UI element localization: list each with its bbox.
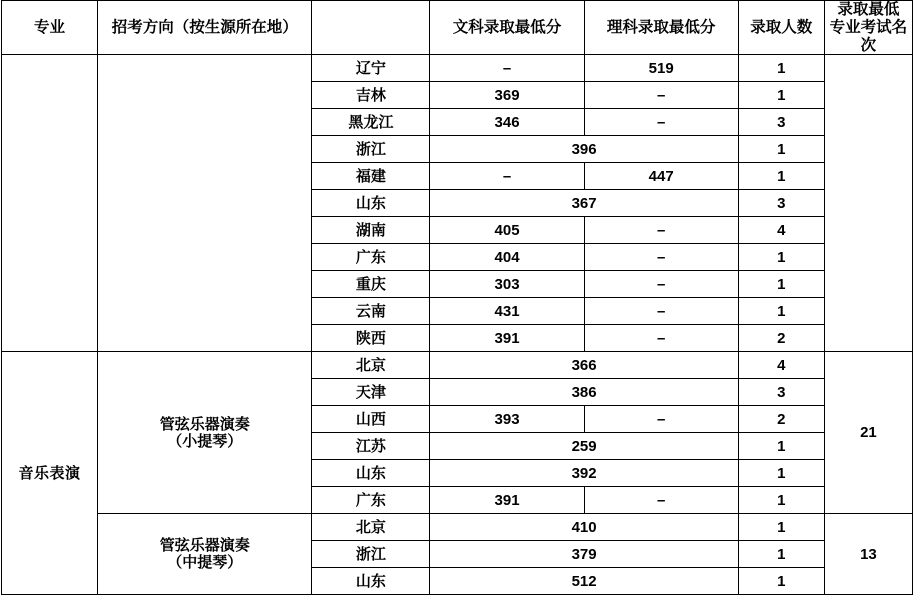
header-like-min-score: 理科录取最低分: [584, 1, 738, 55]
admitted-count-cell: 1: [738, 433, 824, 460]
admitted-count-cell: 1: [738, 298, 824, 325]
province-cell: 云南: [312, 298, 430, 325]
header-row: [2, 1, 913, 55]
province-cell: 北京: [312, 352, 430, 379]
direction-cell: [98, 352, 312, 514]
province-cell: 浙江: [312, 136, 430, 163]
admitted-count-cell: 2: [738, 325, 824, 352]
wenke-min-score-cell: 391: [430, 325, 584, 352]
min-score-merged-cell: 392: [430, 460, 738, 487]
admitted-count-cell: 1: [738, 568, 824, 595]
like-min-score-cell: –: [584, 325, 738, 352]
direction-cell: [98, 55, 312, 352]
header-min-exam-rank: [824, 1, 912, 55]
min-score-merged-cell: 259: [430, 433, 738, 460]
major-cell: [2, 55, 98, 352]
wenke-min-score-cell: 404: [430, 244, 584, 271]
header-admitted-count: 录取人数: [738, 1, 824, 55]
admission-table: [1, 0, 913, 595]
like-min-score-cell: –: [584, 244, 738, 271]
wenke-min-score-cell: 393: [430, 406, 584, 433]
wenke-min-score-cell: –: [430, 163, 584, 190]
admitted-count-cell: 1: [738, 55, 824, 82]
province-cell: 福建: [312, 163, 430, 190]
min-score-merged-cell: 379: [430, 541, 738, 568]
direction-line1: 管弦乐器演奏: [159, 537, 250, 555]
admitted-count-cell: 3: [738, 190, 824, 217]
wenke-min-score-cell: 431: [430, 298, 584, 325]
province-cell: 陕西: [312, 325, 430, 352]
min-score-merged-cell: 386: [430, 379, 738, 406]
province-cell: 浙江: [312, 541, 430, 568]
province-cell: 北京: [312, 514, 430, 541]
like-min-score-cell: –: [584, 271, 738, 298]
province-cell: 山东: [312, 568, 430, 595]
min-score-merged-cell: 512: [430, 568, 738, 595]
admitted-count-cell: 1: [738, 163, 824, 190]
like-min-score-cell: –: [584, 109, 738, 136]
min-exam-rank-cell: [824, 55, 912, 352]
admitted-count-cell: 3: [738, 379, 824, 406]
admitted-count-cell: 4: [738, 217, 824, 244]
table-row: [2, 55, 913, 82]
header-wenke-min-score: 文科录取最低分: [430, 1, 584, 55]
province-cell: 山东: [312, 190, 430, 217]
header-province: [312, 1, 430, 55]
province-cell: 山西: [312, 406, 430, 433]
direction-cell: [98, 514, 312, 595]
direction-line2: （小提琴）: [167, 432, 243, 450]
admitted-count-cell: 2: [738, 406, 824, 433]
province-cell: 湖南: [312, 217, 430, 244]
province-cell: 黑龙江: [312, 109, 430, 136]
admitted-count-cell: 3: [738, 109, 824, 136]
admitted-count-cell: 4: [738, 352, 824, 379]
admitted-count-cell: 1: [738, 244, 824, 271]
wenke-min-score-cell: 405: [430, 217, 584, 244]
direction-line1: 管弦乐器演奏: [159, 415, 250, 433]
province-cell: 吉林: [312, 82, 430, 109]
like-min-score-cell: –: [584, 487, 738, 514]
admitted-count-cell: 1: [738, 271, 824, 298]
like-min-score-cell: –: [584, 82, 738, 109]
province-cell: 广东: [312, 487, 430, 514]
admitted-count-cell: 1: [738, 82, 824, 109]
table-row: [2, 514, 913, 541]
admitted-count-cell: 1: [738, 136, 824, 163]
province-cell: 江苏: [312, 433, 430, 460]
province-cell: 辽宁: [312, 55, 430, 82]
province-cell: 天津: [312, 379, 430, 406]
like-min-score-cell: 447: [584, 163, 738, 190]
admitted-count-cell: 1: [738, 460, 824, 487]
min-score-merged-cell: 410: [430, 514, 738, 541]
wenke-min-score-cell: 303: [430, 271, 584, 298]
min-exam-rank-cell: 21: [824, 352, 912, 514]
table-header: [2, 1, 913, 55]
min-exam-rank-cell: 13: [824, 514, 912, 595]
like-min-score-cell: –: [584, 217, 738, 244]
header-direction: 招考方向（按生源所在地）: [98, 1, 312, 55]
major-cell: 音乐表演: [2, 352, 98, 595]
header-min-exam-rank-line2: 专业考试名次: [829, 18, 908, 54]
wenke-min-score-cell: –: [430, 55, 584, 82]
admitted-count-cell: 1: [738, 487, 824, 514]
province-cell: 广东: [312, 244, 430, 271]
province-cell: 重庆: [312, 271, 430, 298]
min-score-merged-cell: 396: [430, 136, 738, 163]
table-body: [2, 55, 913, 595]
admitted-count-cell: 1: [738, 514, 824, 541]
like-min-score-cell: –: [584, 298, 738, 325]
wenke-min-score-cell: 369: [430, 82, 584, 109]
table-row: [2, 352, 913, 379]
min-score-merged-cell: 367: [430, 190, 738, 217]
min-score-merged-cell: 366: [430, 352, 738, 379]
province-cell: 山东: [312, 460, 430, 487]
like-min-score-cell: –: [584, 406, 738, 433]
header-min-exam-rank-line1: 录取最低: [837, 1, 900, 18]
header-major: 专业: [2, 1, 98, 55]
wenke-min-score-cell: 346: [430, 109, 584, 136]
like-min-score-cell: 519: [584, 55, 738, 82]
direction-line2: （中提琴）: [167, 554, 243, 572]
admitted-count-cell: 1: [738, 541, 824, 568]
wenke-min-score-cell: 391: [430, 487, 584, 514]
